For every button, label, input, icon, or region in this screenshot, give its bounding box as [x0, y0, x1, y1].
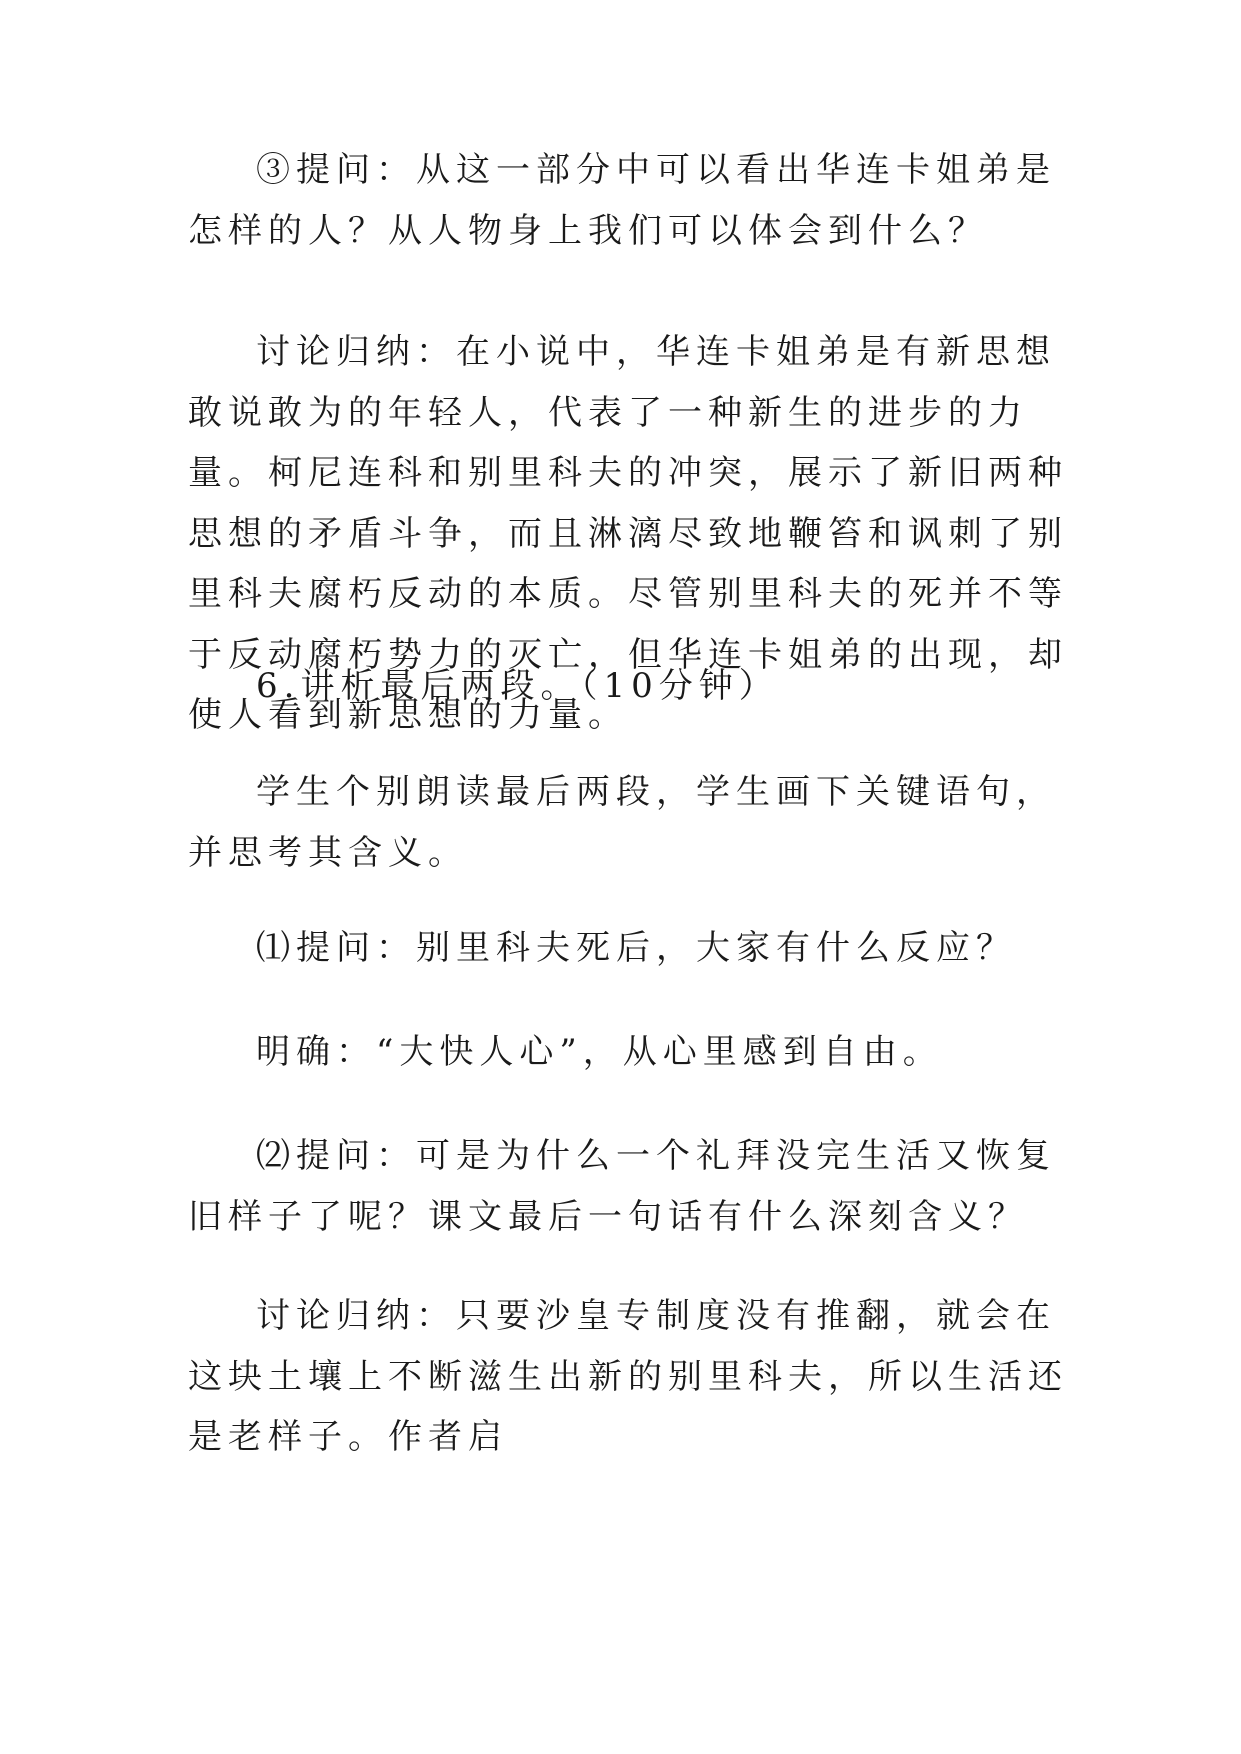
- answer-clarification-paragraph: 明确：“大快人心”，从心里感到自由。: [256, 1032, 943, 1072]
- section-6-heading: 6.讲析最后两段。（10分钟）: [256, 666, 779, 706]
- question-1-paragraph: ⑴提问：别里科夫死后，大家有什么反应？: [256, 928, 1016, 968]
- student-reading-paragraph: 学生个别朗读最后两段，学生画下关键语句，并思考其含义。: [188, 772, 1056, 873]
- question-3-paragraph: ③提问：从这一部分中可以看出华连卡姐弟是怎样的人？从人物身上我们可以体会到什么？: [188, 150, 1056, 251]
- question-2-paragraph: ⑵提问：可是为什么一个礼拜没完生活又恢复旧样子了呢？课文最后一句话有什么深刻含义？: [188, 1136, 1056, 1237]
- discussion-summary-paragraph: 讨论归纳：在小说中，华连卡姐弟是有新思想敢说敢为的年轻人，代表了一种新生的进步的力量。柯尼连科和别里科夫的冲突，展示了新旧两种思想的矛盾斗争，而且淋漓尽致地鞭笞和讽刺了别里科夫腐朽反动的本质。尽管别里科夫的死并不等于反动腐朽势力的灭亡，但华连卡姐弟的出现，却使人看到新思想的力量。: [188, 332, 1068, 735]
- discussion-summary-2-paragraph: 讨论归纳：只要沙皇专制度没有推翻，就会在这块土壤上不断滋生出新的别里科夫，所以生活还是老样子。作者启: [188, 1296, 1068, 1457]
